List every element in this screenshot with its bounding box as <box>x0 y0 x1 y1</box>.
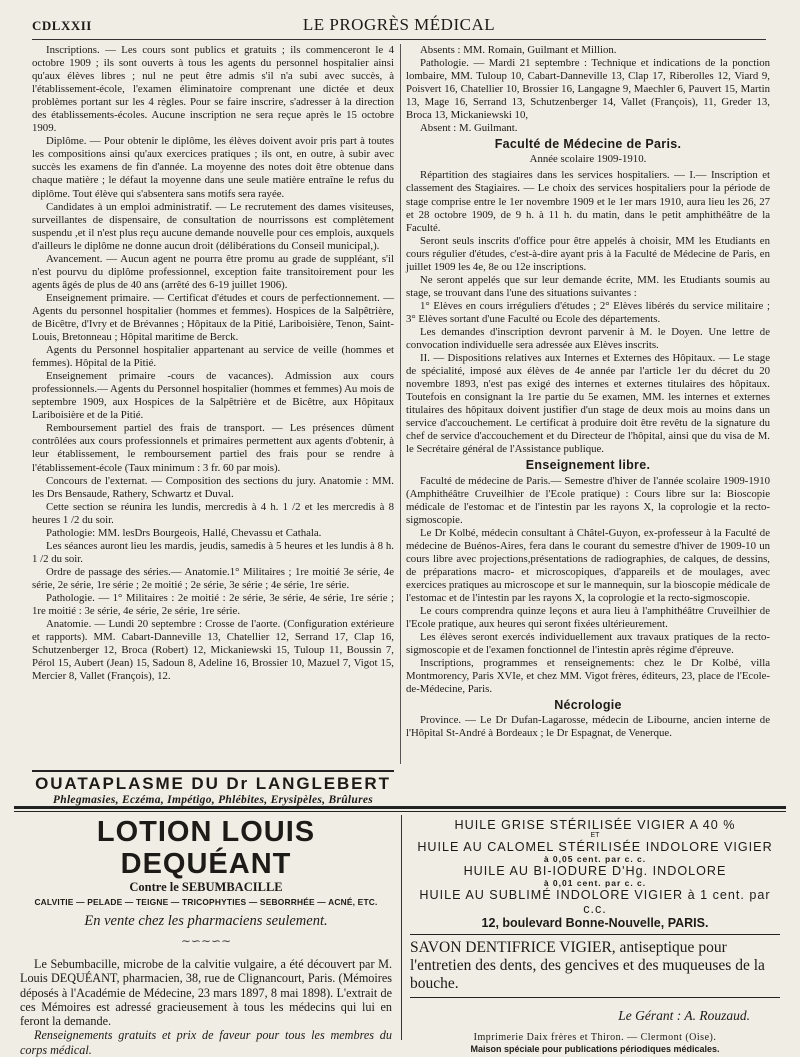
ad-langlebert <box>32 770 394 806</box>
imprint-line: Maison spéciale pour publications périodiques médicales. <box>470 1044 720 1054</box>
ad-address: 12, boulevard Bonne-Nouvelle, PARIS. <box>481 916 709 930</box>
paragraph: Le Sebumbacille, microbe de la calvitie vulgaire, a été découvert par M. Louis DEQUÉANT, pharmacien, 38, rue de Clignancourt, Paris. (Mémoires déposés à l'Académie de Médecine, 23 mars 1897, 8 mai 1898). L'extrait de ces Mémoires est adressé gracieusement à tous les médecins qui lui en feront la demande. <box>20 957 392 1029</box>
ad-line: HUILE GRISE STÉRILISÉE VIGIER A 40 % <box>454 818 736 832</box>
paragraph: Inscriptions, programmes et renseignements: chez le Dr Kolbé, villa Montmorency, Paris XVIe, et chez MM. Vigot frères, éditeurs, 23, place de l'Ecole-de-Médecine, Paris. <box>406 657 770 696</box>
ad-line: à 0,01 cent. par c. c. <box>543 878 647 888</box>
paragraph: Pathologie. — 1° Militaires : 2e moitié : 2e série, 3e série, 4e série, 1re série ; 1re moitié : 3e série, 4e série, 2e série, 1re série. <box>32 591 394 618</box>
ornament: ∼∽∼∽∼ <box>180 934 232 948</box>
paragraph: Ordre de passage des séries.— Anatomie.1° Militaires ; 1re moitié 3e série, 4e série, 2e série, 1re série ; 2e moitié ; 2e série, 3e série ; 4e série, 1re série. <box>32 565 394 591</box>
paragraph: Pathologie: MM. lesDrs Bourgeois, Hallé, Chevassu et Cathala. <box>46 526 322 539</box>
separator-rule <box>14 806 786 809</box>
right-column <box>406 44 770 740</box>
ad-title: LOTION LOUIS DEQUÉANT <box>96 816 316 880</box>
paragraph: II. — Dispositions relatives aux Internes et Externes des Hôpitaux. — Le stage de spécialité, imposé aux élèves de 4e année par l'article 1er du décret du 20 novembre 1893, n'est pas exigé des internes et externes titulaires des hôpitaux. Toutefois en consignant la 1re partie du 5e examen, MM. les internes et externes titulaires des hôpitaux doivent justifier d'un stage de deux mois au moins dans un service d'accouchement. Le certificat à produire doit être revêtu de la signature du chef de service d'accouchement et du Directeur de l'hôpital, ainsi que du visa de M. le Secrétaire général de l'Assistance publique. <box>406 352 770 456</box>
ad-line: ET <box>590 832 600 839</box>
paragraph: Inscriptions. — Les cours sont publics et gratuits ; ils commenceront le 4 octobre 1909 ; ils sont ouverts à tous les agents du personnel hospitalier ainsi qu'aux élèves libres ; nul ne peut être admis s'il n'a subi avec succès, à l'établissement-école, l'examen éliminatoire comprenant une dictée et deux problèmes portant sur les 4 règles. Pour se faire inscrire, s'adresser à la direction des établissements-écoles. Aucune inscription ne sera reçue après le 15 octobre 1909. <box>32 44 394 135</box>
gerant-line: Le Gérant : A. Rouzaud. <box>618 1008 750 1023</box>
paragraph: Renseignements gratuits et prix de faveur pour tous les membres du corps médical. <box>20 1028 392 1057</box>
paragraph: Ne seront appelés que sur leur demande écrite, MM. les Etudiants soumis au stage, se trouvant dans l'une des situations suivantes : <box>406 273 770 299</box>
ad-body <box>20 957 392 1057</box>
paragraph: Seront seuls inscrits d'office pour être appelés à choisir, MM les Etudiants en cours régulier d'études, c'est-à-dire ayant pris à la Faculté de Médecine de Paris, en juillet 1909 les 4e, 8e ou 12e inscriptions. <box>406 234 770 273</box>
paragraph: Enseignement primaire -cours de vacances). Admission aux cours professionnels.— Agents du Personnel hospitalier (hommes et femmes) Au mois de septembre 1909, aux Hospices de la Salpêtrière et de Bicêtre, aux Hôpitaux Lariboisière et de la Pitié. <box>32 370 394 422</box>
separator-rule <box>14 811 786 812</box>
section-subheading: Année scolaire 1909-1910. <box>529 153 647 166</box>
left-column <box>32 44 394 683</box>
ad-subtitle: Contre le SEBUMBACILLE <box>129 880 283 894</box>
paragraph: Absents : MM. Romain, Guilmant et Million. <box>420 44 617 56</box>
paragraph: 1° Elèves en cours irréguliers d'études ; 2° Elèves libérés du service militaire ; 3° Elèves sortant d'une Faculté ou Ecole des départements. <box>406 299 770 325</box>
ad-vigier <box>410 818 780 1054</box>
ad-title: OUATAPLASME DU Dr LANGLEBERT <box>35 774 391 793</box>
ad-line: HUILE AU BI-IODURE D'Hg. INDOLORE <box>463 864 727 878</box>
ad-subtitle: Phlegmasies, Eczéma, Impétigo, Phlébites, Erysipèles, Brûlures <box>52 794 374 806</box>
paragraph: Les séances auront lieu les mardis, jeudis, samedis à 5 heures et les lundis à 8 h. 1 /2 du soir. <box>32 539 394 565</box>
paragraph: Le Dr Kolbé, médecin consultant à Châtel-Guyon, ex-professeur à la Faculté de médecine de Buénos-Aires, fera dans le courant du semestre d'hiver de 1909-10 un cours libre avec projections,présentations de radiographies, de calques, de dessins, de préparations macro- et microscopiques, d'appareils et de moulages, avec exercices pratiques au microscope et sur le mannequin, sur la bioscopie médicale de l'estomac et de l'intestin par les rayons X, la coprologie et la recto-sigmoscopie. <box>406 526 770 604</box>
section-heading: Enseignement libre. <box>525 458 651 473</box>
paragraph: Faculté de médecine de Paris.— Semestre d'hiver de l'année scolaire 1909-1910 (Amphithéâtre Cruveilhier de l'Ecole pratique) : Cours libre sur la: Bioscopie médicale de l'estomac et de l'intestin par les rayons X, la coprologie et la recto-sigmoscopie. <box>406 474 770 526</box>
ad-savon: SAVON DENTIFRICE VIGIER, antiseptique pour l'entretien des dents, des gencives et des muqueuses de la bouche. <box>410 939 765 992</box>
ad-divider <box>401 815 402 1040</box>
paragraph: Diplôme. — Pour obtenir le diplôme, les élèves doivent avoir pris part à toutes les compositions ainsi qu'aux exercices pratiques ; ils ont, en outre, à subir avec succès les examens de fin d'année. La moyenne des notes doit être obtenue dans chaque matière ; le défaut la moyenne dans une seule matière entraîne le refus du diplôme. Tout élève qui s'absentera sans motifs sera rayée. <box>32 135 394 200</box>
paragraph: Anatomie. — Lundi 20 septembre : Crosse de l'aorte. (Configuration extérieure et rapports). MM. Cabart-Danneville 13, Chatellier 12, Serrand 17, Clap 16, Schutzenberger 12, Broca (Robert) 12, Mickaniewski 15, Tuloup 11, Boussin 7, Pérol 15, Aubert (Jean) 15, Sadoun 8, Adeline 16, Brossier 10, Mazuel 7, Vigot 15, Mercier 8, Vallet (François), 12. <box>32 618 394 683</box>
ad-conditions: CALVITIE — PELADE — TEIGNE — TRICOPHYTIES — SEBORRHÉE — ACNÉ, ETC. <box>34 897 378 907</box>
imprint-line: Imprimerie Daix frères et Thiron. — Clermont (Oise). <box>473 1032 717 1043</box>
ad-line: à 0,05 cent. par c. c. <box>543 854 647 864</box>
paragraph: Avancement. — Aucun agent ne pourra être promu au grade de suppléant, s'il n'est pourvu du diplôme professionnel, exception faite transitoirement pour les agents âgés de plus de 40 ans (arrêté des 6-19 juillet 1906). <box>32 252 394 291</box>
paragraph: Répartition des stagiaires dans les services hospitaliers. — I.— Inscription et classement des Stagiaires. — Le choix des services hospitaliers pour la période de stage comprise entre le 1er novembre 1909 et le 1er mars 1910, aura lieu les 26, 27 et 28 octobre 1909, de 9 h. à 11 h. du matin, dans le petit amphithéâtre de la Faculté. <box>406 169 770 234</box>
ad-tagline: En vente chez les pharmaciens seulement. <box>84 913 328 929</box>
paragraph: Remboursement partiel des frais de transport. — Les présences dûment contrôlées aux cours professionnels et primaires permettent aux agents d'obtenir, à leur établissement, le remboursement partiel des frais pour se rendre à l'établissement-école (Taux minimum : 3 fr. 60 par mois). <box>32 422 394 474</box>
paragraph: Concours de l'externat. — Composition des sections du jury. Anatomie : MM. les Drs Bensaude, Rathery, Schwartz et Duval. <box>32 474 394 500</box>
ad-rule <box>410 934 780 935</box>
paragraph: Pathologie. — Mardi 21 septembre : Technique et indications de la ponction lombaire, MM. Tuloup 10, Cabart-Danneville 13, Clap 17, Riberolles 12, Viard 9, Poisvert 16, Chatellier 10, Brossier 16, Langagne 9, Maechler 6, Pauvert 15, Martin 13, Mage 16, Serrand 13, Schutzenberger 14, Vallet (François), 11, Greder 13, Broca 13, Mickaniewski 10, <box>406 57 770 122</box>
paragraph: Enseignement primaire. — Certificat d'études et cours de perfectionnement. — Agents du personnel hospitalier (hommes et femmes). Hospices de la Salpêtrière, de Bicêtre, d'Ivry et de Brévannes ; Hôpitaux de la Pitié, Lariboisière, Tenon, Saint-Louis, Bretonneau ; Hôpital maritime de Berck. <box>32 291 394 344</box>
paragraph: Le cours comprendra quinze leçons et aura lieu à l'amphithéâtre Cruveilhier de l'Ecole pratique, aux heures qui seront fixées ultérieurement. <box>406 604 770 631</box>
page-number: CDLXXII <box>32 18 92 33</box>
section-heading: Nécrologie <box>554 698 622 713</box>
page-header <box>32 15 766 40</box>
journal-title: LE PROGRÈS MÉDICAL <box>302 15 496 34</box>
paragraph: Agents du Personnel hospitalier appartenant au service de veille (hommes et femmes). Hôpital de la Pitié. <box>32 344 394 370</box>
column-divider <box>400 44 401 764</box>
paragraph: Les élèves seront exercés individuellement aux travaux pratiques de la recto-sigmoscopie et de l'examen fonctionnel de l'intestin après régime d'épreuve. <box>406 631 770 657</box>
paragraph: Absent : M. Guilmant. <box>420 122 518 135</box>
ad-rule <box>410 997 780 998</box>
section-heading: Faculté de Médecine de Paris. <box>494 137 682 152</box>
paragraph: Province. — Le Dr Dufan-Lagarosse, médecin de Libourne, ancien interne de l'Hôpital St-André à Bordeaux ; le Dr Espagnat, de Venerque. <box>406 714 770 740</box>
ad-line: HUILE AU SUBLIMÉ INDOLORE VIGIER à 1 cent. par c.c. <box>419 888 771 916</box>
ad-line: HUILE AU CALOMEL STÉRILISÉE INDOLORE VIGIER <box>417 840 773 854</box>
paragraph: Cette section se réunira les lundis, mercredis à 4 h. 1 /2 et les mercredis à 8 heures 1 /2 du soir. <box>32 500 394 526</box>
paragraph: Les demandes d'inscription devront parvenir à M. le Doyen. Une lettre de convocation individuelle sera adressée aux Elèves inscrits. <box>406 325 770 352</box>
paragraph: Candidates à un emploi administratif. — Le recrutement des dames visiteuses, surveillantes de dispensaire, de consultation de nourrissons est complètement suspendu ,et il n'est plus reçu aucune demande nouvelle pour ces emplois, auxquels d'ailleurs le diplôme ne donne aucun droit (délibérations du Conseil municipal,). <box>32 200 394 252</box>
ad-lotion-dequeant <box>20 816 392 1057</box>
